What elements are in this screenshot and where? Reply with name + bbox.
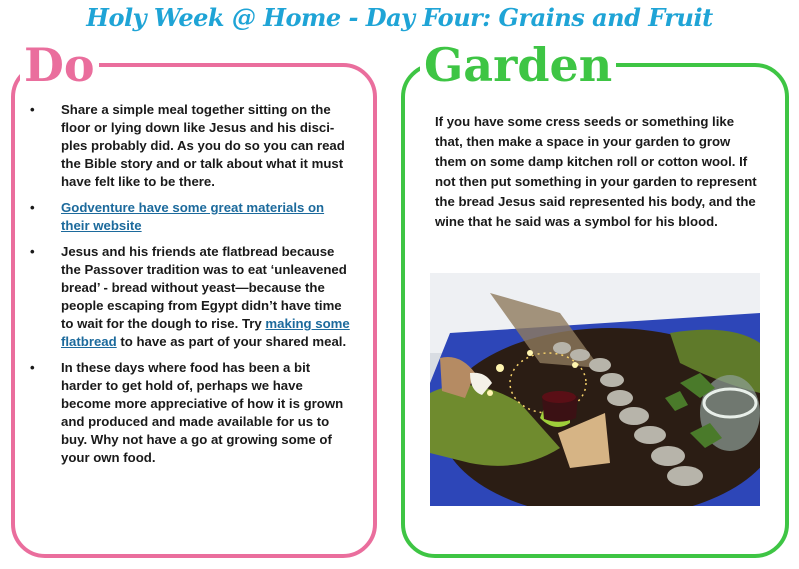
godventure-link[interactable]: Godventure have some great materials on their website (61, 200, 325, 233)
garden-text: If you have some cress seeds or something like that, then make a space in your garden to grow them on some damp kitchen roll or cotton wool. If not then put something in your garden to represent the bread Jesus said represented his body, and the wine that he said was a symbol for his blood. (435, 114, 757, 229)
do-item-flatbread-text: Jesus and his friends ate flatbread because the Passover tradition was to eat ‘unleavened bread’ - bread without yeast—because the people escaping from Egypt didn’t have time to wait for the dough to rise. Try (61, 244, 347, 331)
list-item (30, 359, 350, 467)
garden-tray-photo (430, 273, 760, 506)
do-item-grow-food: In these days where food has been a bit harder to get hold of, perhaps we have become more appreciative of how it is grown and produced and made available for us to buy. Why not have a go at growing some of your own food. (61, 360, 344, 465)
do-list (30, 101, 350, 475)
bullet: • (30, 200, 35, 215)
bullet: • (30, 102, 35, 117)
page-title: Holy Week @ Home - Day Four: Grains and Fruit (86, 3, 713, 32)
do-item-meal: Share a simple meal together sitting on the floor or lying down like Jesus and his disci-ples probably did. As you do so you can read the Bible story and or talk about what it must have felt like to be there. (61, 102, 345, 189)
do-item-flatbread-after: to have as part of your shared meal. (120, 334, 347, 349)
list-item (30, 199, 350, 235)
bullet: • (30, 360, 35, 375)
garden-heading: Garden (420, 42, 616, 88)
do-heading: Do (20, 42, 99, 88)
flatbread-link[interactable]: making some flatbread (61, 316, 350, 349)
list-item (30, 243, 350, 351)
list-item (30, 101, 350, 191)
bullet: • (30, 244, 35, 259)
